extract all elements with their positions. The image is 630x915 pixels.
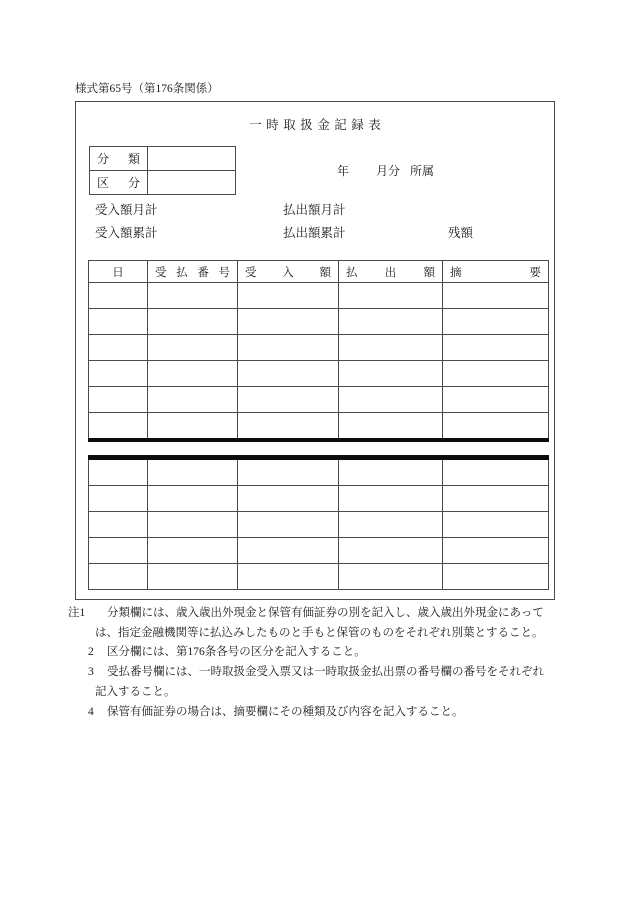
record-table-header <box>89 261 549 283</box>
note-line: は、指定金融機関等に払込みしたものと手もと保管のものをそれぞれ別葉とすること。 <box>95 626 544 639</box>
table-row <box>89 413 549 441</box>
note-line <box>68 663 544 683</box>
table-cell <box>238 283 339 309</box>
table-cell <box>339 486 443 512</box>
table-cell <box>238 387 339 413</box>
note-number: 3 <box>88 666 94 679</box>
form-code: 様式第65号（第176条関係） <box>75 83 219 95</box>
table-row <box>89 458 549 486</box>
table-cell <box>238 361 339 387</box>
table-cell <box>443 486 549 512</box>
table-cell <box>443 512 549 538</box>
note-line <box>68 604 544 624</box>
table-row <box>89 309 549 335</box>
header-row <box>89 261 549 283</box>
table-cell <box>89 413 148 441</box>
table-cell <box>339 309 443 335</box>
table-cell <box>148 335 238 361</box>
table-cell <box>443 387 549 413</box>
payment-cumulative-total-label: 払出額累計 <box>283 226 346 240</box>
table-cell <box>339 387 443 413</box>
table-cell <box>148 512 238 538</box>
table-row <box>89 538 549 564</box>
table-cell <box>238 564 339 590</box>
table-cell <box>443 309 549 335</box>
classification-row <box>90 147 236 171</box>
table-cell <box>148 458 238 486</box>
column-header-5: 摘 要 <box>443 261 549 283</box>
table-row <box>89 335 549 361</box>
form-title: 一時取扱金記録表 <box>249 118 386 132</box>
table-cell <box>238 413 339 441</box>
table-cell <box>89 283 148 309</box>
note-number: 注1 <box>68 607 86 619</box>
classification-value-cell <box>148 147 236 171</box>
table-cell <box>443 564 549 590</box>
table-row <box>89 512 549 538</box>
table-cell <box>238 458 339 486</box>
table-row <box>89 361 549 387</box>
record-table-lower <box>88 455 549 590</box>
note-text: 受払番号欄には、一時取扱金受入票又は一時取扱金払出票の番号欄の番号をそれぞれ <box>107 666 544 679</box>
table-cell <box>89 387 148 413</box>
table-cell <box>339 512 443 538</box>
column-header-1: 日 <box>89 261 148 283</box>
form-frame <box>75 101 555 600</box>
table-cell <box>339 283 443 309</box>
note-text: 区分欄には、第176条各号の区分を記入すること。 <box>107 646 366 659</box>
table-cell <box>89 335 148 361</box>
division-label-cell: 区 分 <box>90 171 148 195</box>
table-cell <box>443 458 549 486</box>
table-cell <box>148 283 238 309</box>
table-cell <box>89 309 148 335</box>
table-cell <box>443 413 549 441</box>
table-cell <box>148 413 238 441</box>
division-row <box>90 171 236 195</box>
affiliation-label: 所属 <box>410 164 435 178</box>
table-cell <box>148 309 238 335</box>
table-row <box>89 387 549 413</box>
note-line <box>68 643 544 663</box>
table-row <box>89 564 549 590</box>
table-cell <box>148 486 238 512</box>
note-text: 保管有価証券の場合は、摘要欄にその種類及び内容を記入すること。 <box>107 705 464 718</box>
table-cell <box>339 538 443 564</box>
table-cell <box>339 335 443 361</box>
table-cell <box>238 309 339 335</box>
note-number: 2 <box>88 646 94 659</box>
payment-month-total-label: 払出額月計 <box>283 203 346 217</box>
table-cell <box>89 512 148 538</box>
table-cell <box>238 335 339 361</box>
table-cell <box>89 361 148 387</box>
table-row <box>89 486 549 512</box>
table-cell <box>339 361 443 387</box>
table-row <box>89 283 549 309</box>
classification-table <box>89 146 236 195</box>
table-cell <box>339 564 443 590</box>
note-number: 4 <box>88 705 94 718</box>
table-cell <box>148 387 238 413</box>
note-line <box>68 703 544 723</box>
column-header-2: 受 払 番 号 <box>148 261 238 283</box>
column-header-3: 受 入 額 <box>238 261 339 283</box>
note-text: 分類欄には、歳入歳出外現金と保管有価証券の別を記入し、歳入歳出外現金にあって <box>107 607 544 619</box>
table-cell <box>339 413 443 441</box>
table-cell <box>443 335 549 361</box>
table-cell <box>89 538 148 564</box>
table-cell <box>148 361 238 387</box>
receipt-cumulative-total-label: 受入額累計 <box>95 226 158 240</box>
division-value-cell <box>148 171 236 195</box>
table-cell <box>443 283 549 309</box>
note-line: 記入すること。 <box>95 685 176 698</box>
balance-label: 残額 <box>448 226 474 240</box>
receipt-month-total-label: 受入額月計 <box>95 203 158 217</box>
table-cell <box>238 486 339 512</box>
table-cell <box>148 538 238 564</box>
table-cell <box>89 458 148 486</box>
month-label: 月分 <box>376 164 401 178</box>
table-cell <box>148 564 238 590</box>
table-cell <box>339 458 443 486</box>
classification-label-cell: 分 類 <box>90 147 148 171</box>
date-line <box>337 162 434 179</box>
table-cell <box>238 538 339 564</box>
year-label: 年 <box>337 164 350 178</box>
table-cell <box>89 486 148 512</box>
table-cell <box>443 538 549 564</box>
notes <box>68 604 544 722</box>
column-header-4: 払 出 額 <box>339 261 443 283</box>
record-table-upper <box>88 260 549 442</box>
table-cell <box>89 564 148 590</box>
table-cell <box>238 512 339 538</box>
table-cell <box>443 361 549 387</box>
